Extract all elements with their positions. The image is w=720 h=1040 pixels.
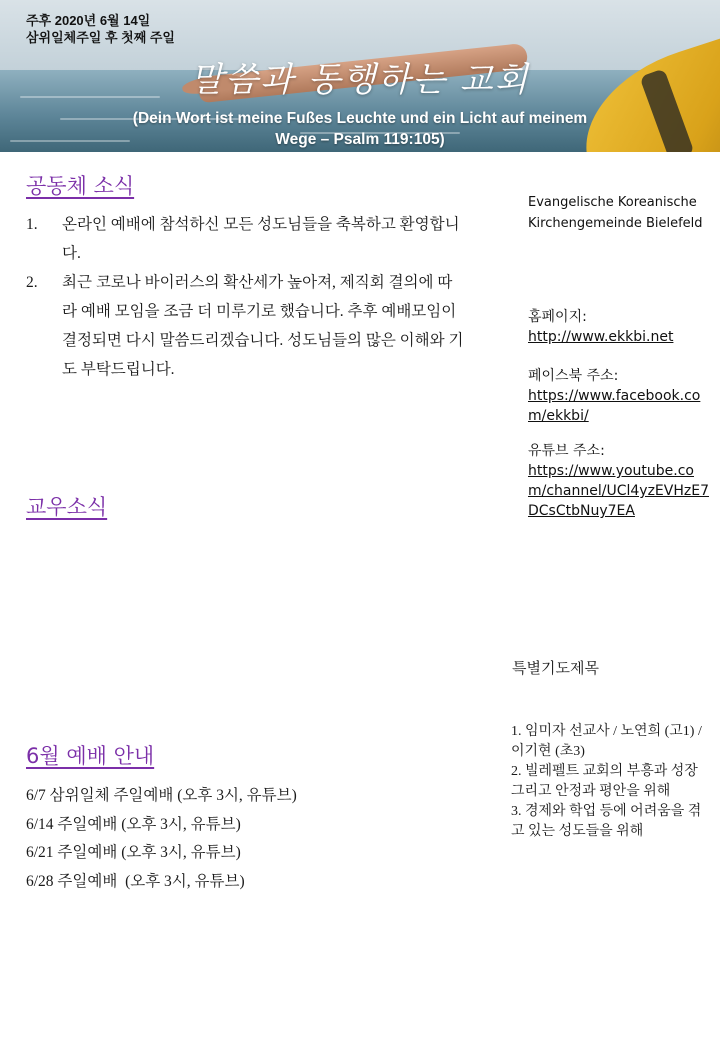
prayer-item: 3. 경제와 학업 등에 어려움을 겪고 있는 성도들을 위해 [511,804,702,839]
list-item-number: 1. [26,216,38,233]
date-line: 주후 2020년 6월 14일 [26,13,151,28]
schedule-item: 6/7 삼위일체 주일예배 (오후 3시, 유튜브) [26,787,297,804]
community-news-list [26,210,466,384]
list-item-text: 온라인 예배에 참석하신 모든 성도님들을 축복하고 환영합니다. [62,216,460,262]
homepage-label: 홈페이지: [528,309,587,325]
community-news-title: 공동체 소식 [26,174,135,198]
facebook-label: 페이스북 주소: [528,368,619,384]
schedule-item: 6/28 주일예배 (오후 3시, 유튜브) [26,872,245,890]
church-name-line1: Evangelische Koreanische [528,195,697,210]
prayer-list [511,722,711,842]
schedule-item: 6/14 주일예배 (오후 3시, 유튜브) [26,815,241,833]
youtube-label: 유튜브 주소: [528,443,605,459]
june-worship-title: 6월 예배 안내 [26,744,155,768]
header-banner [0,0,720,152]
homepage-link[interactable]: http://www.ekkbi.net [528,329,674,345]
facebook-block [528,366,710,426]
prayer-title: 특별기도제목 [512,659,599,677]
banner-verse: (Dein Wort ist meine Fußes Leuchte und ein Licht auf meinem Wege – Psalm 119:105) [132,110,588,148]
facebook-link[interactable]: https://www.facebook.com/ekkbi/ [528,388,701,424]
sunday-line: 삼위일체주일 후 첫째 주일 [26,30,175,45]
church-name-line2: Kirchengemeinde Bielefeld [528,216,703,231]
prayer-item: 1. 임미자 선교사 / 노연희 (고1) / 이기현 (초3) [511,724,702,759]
member-news-title: 교우소식 [26,495,108,519]
list-item-text: 최근 코로나 바이러스의 확산세가 높아져, 제직회 결의에 따라 예배 모임을 조금 더 미루기로 했습니다. 추후 예배모임이 결정되면 다시 말씀드리겠습니다. 성도님들의 많은 이해와 기도 부탁드립니다. [62,274,464,378]
list-item-number: 2. [26,274,38,291]
list-item [26,210,466,268]
list-item [26,268,466,384]
homepage-block [528,307,710,347]
youtube-link[interactable]: https://www.youtube.com/channel/UCl4yzEVHzE7DCsCtbNuy7EA [528,463,709,519]
prayer-item: 2. 빌레펠트 교회의 부흥과 성장 그리고 안정과 평안을 위해 [511,764,698,799]
banner-wave [10,140,130,142]
date-block [26,12,175,46]
worship-schedule [26,782,297,896]
youtube-block [528,441,710,521]
schedule-item: 6/21 주일예배 (오후 3시, 유튜브) [26,844,241,861]
church-name [528,192,703,234]
banner-title: 말씀과 동행하는 교회 [190,60,530,100]
